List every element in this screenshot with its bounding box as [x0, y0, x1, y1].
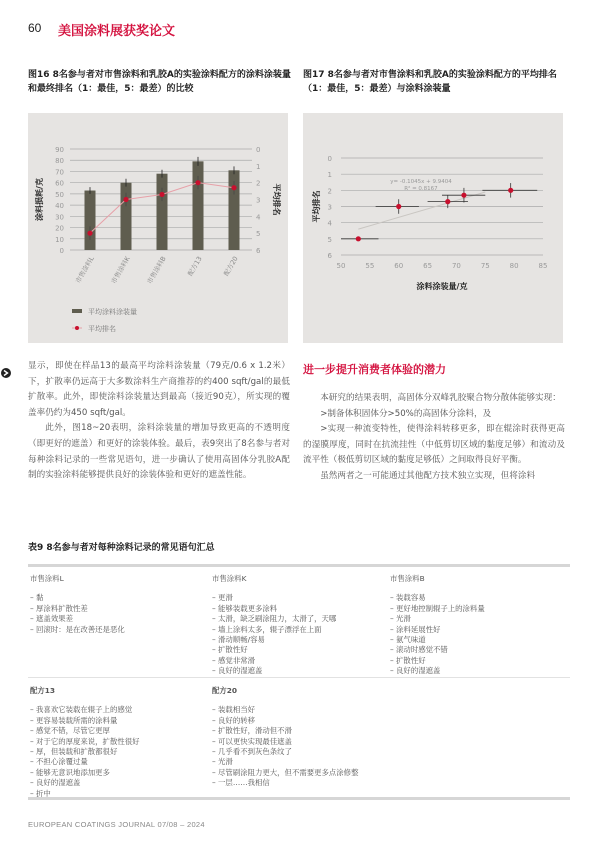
trendline-equation: y= -0.1045x + 9.9404 [390, 179, 452, 185]
list-item: – 太滑，缺乏刷涂阻力，太滑了，天哪 [212, 614, 337, 624]
x-tick-label: 55 [365, 262, 375, 270]
section-title: 美国涂料展获奖论文 [58, 24, 176, 39]
data-point [508, 188, 513, 193]
x-tick-label: 70 [451, 262, 461, 270]
bar [157, 174, 168, 250]
rank-point [195, 180, 200, 185]
list-item: – 厚，但装载和扩散都很好 [30, 747, 118, 757]
x-tick-label: 65 [423, 262, 433, 270]
x-tick-label: 85 [538, 262, 548, 270]
list-item: – 能够装载更多涂料 [212, 603, 278, 613]
y-tick-label: 2 [327, 187, 332, 196]
page-number: 60 [28, 21, 42, 35]
data-point [445, 199, 450, 204]
right-column [303, 361, 565, 485]
list-item: – 遮盖效果差 [30, 614, 73, 624]
data-point [396, 204, 401, 209]
left-column-text [28, 359, 290, 484]
y-tick-label: 5 [327, 235, 332, 244]
section-heading: 进一步提升消费者体验的潜力 [303, 363, 446, 376]
y2-tick-label: 2 [256, 179, 261, 188]
y-tick-label: 10 [55, 235, 64, 244]
list-item: – 可以更快实现最佳遮盖 [212, 736, 292, 746]
rank-point [231, 185, 236, 190]
y-tick-label: 30 [55, 213, 64, 222]
y-tick-label: 50 [55, 190, 64, 199]
x-tick-label: 80 [509, 262, 519, 270]
trendline-r2: R² = 0.8167 [404, 186, 438, 192]
figure16-caption [28, 68, 298, 96]
x-tick-label: 市售涂料L [73, 255, 96, 285]
y-tick-label: 90 [55, 146, 64, 154]
figure16-chart [28, 113, 288, 343]
scatter-chart [303, 113, 563, 343]
y2-tick-label: 0 [256, 146, 261, 154]
bar [85, 191, 96, 250]
y-tick-label: 20 [55, 224, 64, 233]
list-item: – 感觉不错，尽管它更厚 [30, 726, 110, 736]
list-item: – 扩散性好 [390, 655, 426, 665]
caption-line: 图16 8名参与者对市售涂料和乳胶A的实验涂料配方的涂料涂装量 [28, 70, 291, 80]
x-tick-label: 配方20 [222, 255, 240, 278]
table-row-divider [28, 677, 570, 678]
list-item: – 更容易装载所需的涂料量 [30, 715, 118, 725]
y2-tick-label: 4 [256, 213, 261, 222]
y-tick-label: 60 [55, 179, 64, 188]
list-item: – 感觉非常滑 [212, 655, 255, 665]
list-item: – 尽管刷涂阻力更大，但不需要更多点涂修整 [212, 767, 359, 777]
y-tick-label: 6 [327, 252, 332, 260]
list-item: – 厚涂料扩散性差 [30, 603, 88, 613]
list-item: – 我喜欢它装载在辊子上的感觉 [30, 705, 133, 715]
bar [193, 161, 204, 250]
paragraph: 此外，图18~20表明，涂料涂装量的增加导致更高的不透明度（即更好的遮盖）和更好的涂装体验。最后，表9突出了8名参与者对每种涂料记录的一些常见语句，进一步确认了使用高固体分乳胶A配制的实验涂料能够提供良好的涂装体验和更好的遮盖性能。 [28, 423, 290, 481]
list-item: – 装载容易 [390, 593, 426, 603]
table9-title: 表9 8名参与者对每种涂料记录的常见语句汇总 [28, 543, 215, 553]
paragraph: >制备体积固体分>50%的高固体分涂料，及 [320, 408, 492, 419]
list-item: – 装载相当好 [212, 705, 255, 715]
list-item: – 对于它的厚度来说，扩散性很好 [30, 736, 140, 746]
list-item: – 滑动顺畅/容易 [212, 635, 265, 645]
y2-tick-label: 5 [256, 230, 261, 239]
legend-point-swatch [75, 326, 79, 330]
trendline [358, 192, 485, 229]
list-item: – 更好地控制辊子上的涂料量 [390, 603, 485, 613]
cell-header: 市售涂料B [390, 574, 425, 583]
list-item: – 几乎看不到灰色条纹了 [212, 747, 292, 757]
y2-axis-label: 平均排名 [272, 183, 281, 216]
list-item: – 氨气味道 [390, 635, 426, 645]
list-item: – 回滚时：是在改善还是恶化 [30, 624, 125, 634]
figure17-caption [303, 68, 573, 96]
data-point [356, 236, 361, 241]
x-tick-label: 50 [336, 262, 346, 270]
table-cell [212, 686, 412, 789]
bar-line-chart [28, 113, 288, 343]
list-item: – 扩散性好 [212, 645, 248, 655]
figure17-chart [303, 113, 563, 343]
list-item: – 黏 [30, 593, 44, 603]
legend-bar-swatch [72, 309, 82, 313]
caption-line: （1：最佳，5：最差）与涂料涂装量 [303, 84, 451, 94]
table-top-rule [28, 564, 570, 567]
y2-tick-label: 1 [256, 162, 261, 171]
list-item: – 良好的湿遮盖 [30, 778, 81, 788]
table-cell [390, 574, 565, 677]
paragraph: 本研究的结果表明，高固体分双峰乳胶聚合物分散体能够实现： [320, 393, 561, 403]
list-item: – 扩散性好，滑动但不滑 [212, 726, 292, 736]
y-tick-label: 3 [327, 203, 332, 212]
y-tick-label: 0 [327, 155, 332, 163]
list-item: – 不担心涂覆过量 [30, 757, 88, 767]
list-item: – 折中 [30, 788, 51, 798]
data-point [461, 193, 466, 198]
x-axis-label: 涂料涂装量/克 [416, 282, 468, 291]
list-item: – 涂料延展性好 [390, 624, 441, 634]
legend-label: 平均排名 [88, 325, 116, 333]
paragraph: 虽然两者之一可能通过其他配方技术独立实现，但将涂料 [320, 470, 536, 481]
y-tick-label: 1 [327, 171, 332, 180]
list-item: – 能够无意识地添加更多 [30, 767, 110, 777]
list-item: – 良好的转移 [212, 715, 255, 725]
y-axis-label: 涂料损耗/克 [35, 178, 44, 221]
x-tick-label: 配方13 [186, 255, 204, 278]
table-cell [30, 574, 205, 635]
y-tick-label: 80 [55, 157, 64, 166]
arrow-circle-icon [1, 363, 11, 373]
list-item: – 光滑 [212, 757, 233, 767]
cell-header: 市售涂料L [30, 574, 64, 583]
rank-point [87, 231, 92, 236]
list-item: – 光滑 [390, 614, 411, 624]
y-tick-label: 4 [327, 219, 332, 228]
x-tick-label: 60 [394, 262, 404, 270]
cell-header: 配方20 [212, 686, 238, 695]
rank-point [123, 197, 128, 202]
legend-label: 平均涂料涂装量 [88, 308, 137, 316]
rank-point [159, 192, 164, 197]
cell-header: 配方13 [30, 686, 56, 695]
paragraph: >实现一种流变特性，使得涂料转移更多，即在辊涂时获得更高的湿膜厚度，同时在抗流挂性（中低剪切区域的黏度足够）和流动及流平性（极低剪切区域的黏度足够低）之间取得良好平衡。 [303, 424, 565, 466]
bar [121, 183, 132, 250]
y-tick-label: 40 [55, 202, 64, 211]
caption-line: 图17 8名参与者对市售涂料和乳胶A的实验涂料配方的平均排名 [303, 70, 557, 80]
list-item: – 滚动时感觉不错 [390, 645, 448, 655]
table-cell [30, 686, 205, 799]
x-tick-label: 市售涂料B [145, 255, 168, 286]
list-item: – 一层……我相信 [212, 778, 270, 788]
caption-line: 和最终排名（1：最佳，5：最差）的比较 [28, 84, 194, 94]
list-item: – 更滑 [212, 593, 233, 603]
y2-tick-label: 3 [256, 196, 261, 205]
cell-header: 市售涂料K [212, 574, 247, 583]
paragraph: 显示，即使在样品13的最高平均涂料涂装量（79克/0.6 x 1.2米）下，扩散率仍远高于大多数涂料生产商推荐的约400 sqft/gal的最低扩散率。此外，即使涂料涂装量达到最高（接近90克），所实现的覆盖率仍约为450 sqft/gal。 [28, 361, 290, 418]
list-item: – 墙上涂料太多，辊子漂浮在上面 [212, 624, 322, 634]
footer-journal: EUROPEAN COATINGS JOURNAL 07/08 – 2024 [28, 820, 205, 829]
list-item: – 良好的湿遮盖 [390, 666, 441, 676]
list-item: – 良好的湿遮盖 [212, 666, 263, 676]
x-tick-label: 市售涂料K [109, 255, 132, 286]
y2-tick-label: 6 [256, 247, 261, 255]
table-cell [212, 574, 387, 677]
y-tick-label: 0 [59, 247, 64, 255]
y-axis-label: 平均排名 [312, 190, 321, 223]
x-tick-label: 75 [480, 262, 490, 270]
y-tick-label: 70 [55, 168, 64, 177]
